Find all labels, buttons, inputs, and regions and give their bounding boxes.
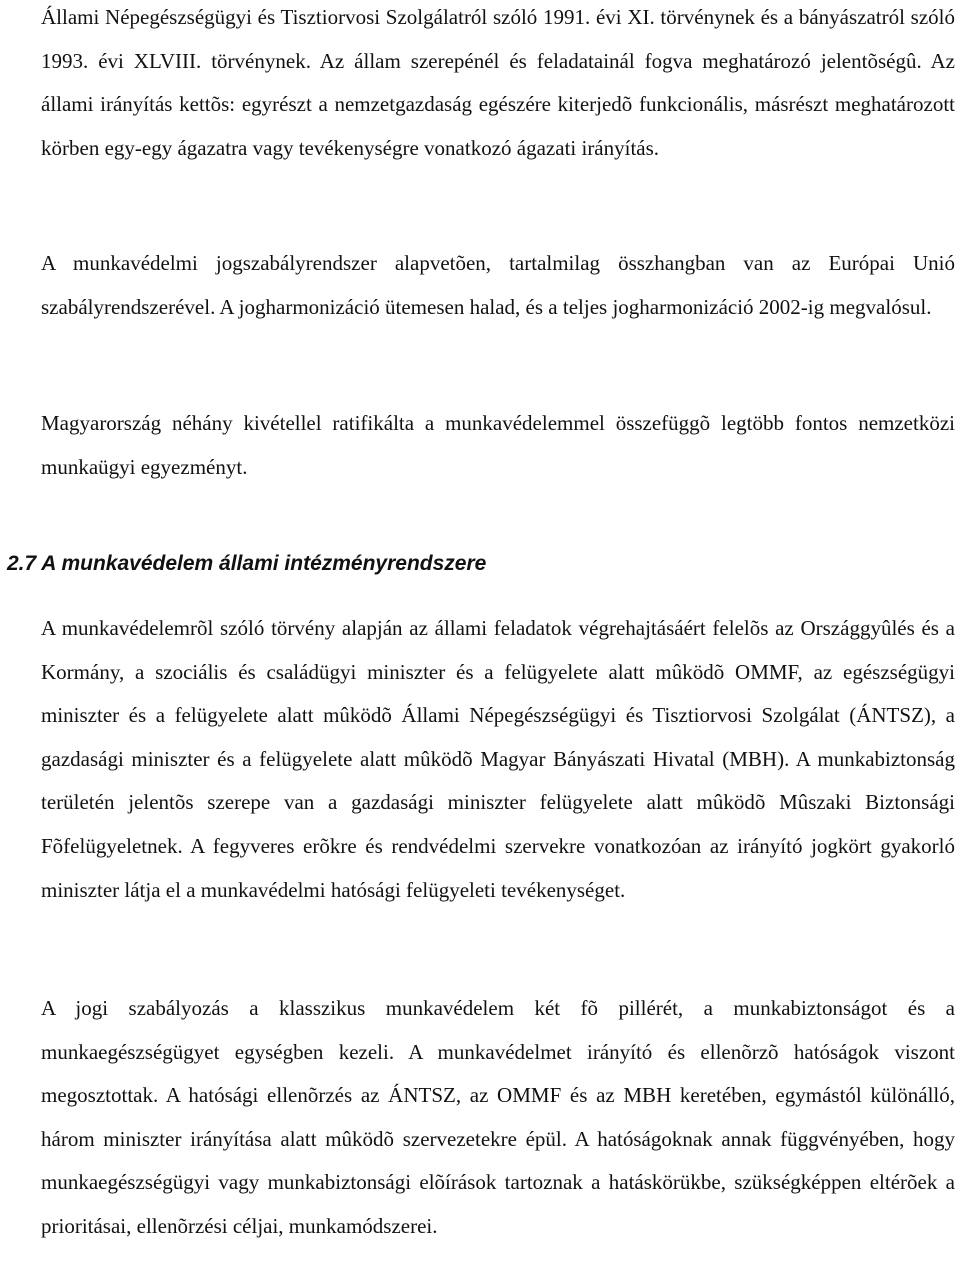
list-item-text: A munkavédelemrõl szóló törvény alapján az állami feladatok végrehajtásáért felelõs az Országgyûlés és a Kormány, a szociális és családügyi miniszter és a felügyelete alatt mûködõ OMMF, az egészségügyi miniszter és a felügyelete alatt mûködõ Állami Népegészségügyi és Tisztiorvosi Szolgálat (ÁNTSZ), a gazdasági miniszter és a felügyelete alatt mûködõ Magyar Bányászati Hivatal (MBH). A munkabiztonság területén jelentõs szerepe van a gazdasági miniszter felügyelete alatt mûködõ Mûszaki Biztonsági Fõfelügyeletnek. A fegyveres erõkre és rendvédelmi szervekre vonatkozóan az irányító jogkört gyakorló miniszter látja el a munkavédelmi hatósági felügyeleti tevékenységet.	[41, 616, 955, 902]
list-item-b-eu-harmonization	[7, 242, 955, 329]
list-item-c-ratification	[7, 402, 955, 489]
list-item-text: A munkavédelmi jogszabályrendszer alapvetõen, tartalmilag összhangban van az Európai Unió szabályrendszerével. A jogharmonizáció ütemesen halad, és a teljes jogharmonizáció 2002-ig megvalósul.	[41, 251, 955, 319]
list-item-b-legal-regulation	[7, 987, 955, 1249]
list-marker	[7, 607, 41, 651]
section-heading: 2.7 A munkavédelem állami intézményrendszere	[7, 552, 487, 575]
list-item-text: Magyarország néhány kivétellel ratifikálta a munkavédelemmel összefüggõ legtöbb fontos nemzetközi munkaügyi egyezményt.	[41, 411, 955, 479]
list-item-a-state-institutions	[7, 607, 955, 912]
continuation-paragraph: Állami Népegészségügyi és Tisztiorvosi Szolgálatról szóló 1991. évi XI. törvénynek és a bányászatról szóló 1993. évi XLVIII. törvénynek. Az állam szerepénél és feladatainál fogva meghatározó jelentõségû. Az állami irányítás kettõs: egyrészt a nemzetgazdaság egészére kiterjedõ funkcionális, másrészt meghatározott körben egy-egy ágazatra vagy tevékenységre vonatkozó ágazati irányítás.	[41, 5, 955, 160]
list-marker	[7, 402, 41, 446]
list-item-text: A jogi szabályozás a klasszikus munkavédelem két fõ pillérét, a munkabiztonságot és a munkaegészségügyet egységben kezeli. A munkavédelmet irányító és ellenõrzõ hatóságok viszont megosztottak. A hatósági ellenõrzés az ÁNTSZ, az OMMF és az MBH keretében, egymástól különálló, három miniszter irányítása alatt mûködõ szervezetekre épül. A hatóságoknak annak függvényében, hogy munkaegészségügyi vagy munkabiztonsági elõírások tartoznak a hatáskörükbe, szükségképpen eltérõek a prioritásai, ellenõrzési céljai, munkamódszerei.	[41, 996, 955, 1238]
list-marker	[7, 987, 41, 1031]
list-marker	[7, 242, 41, 286]
